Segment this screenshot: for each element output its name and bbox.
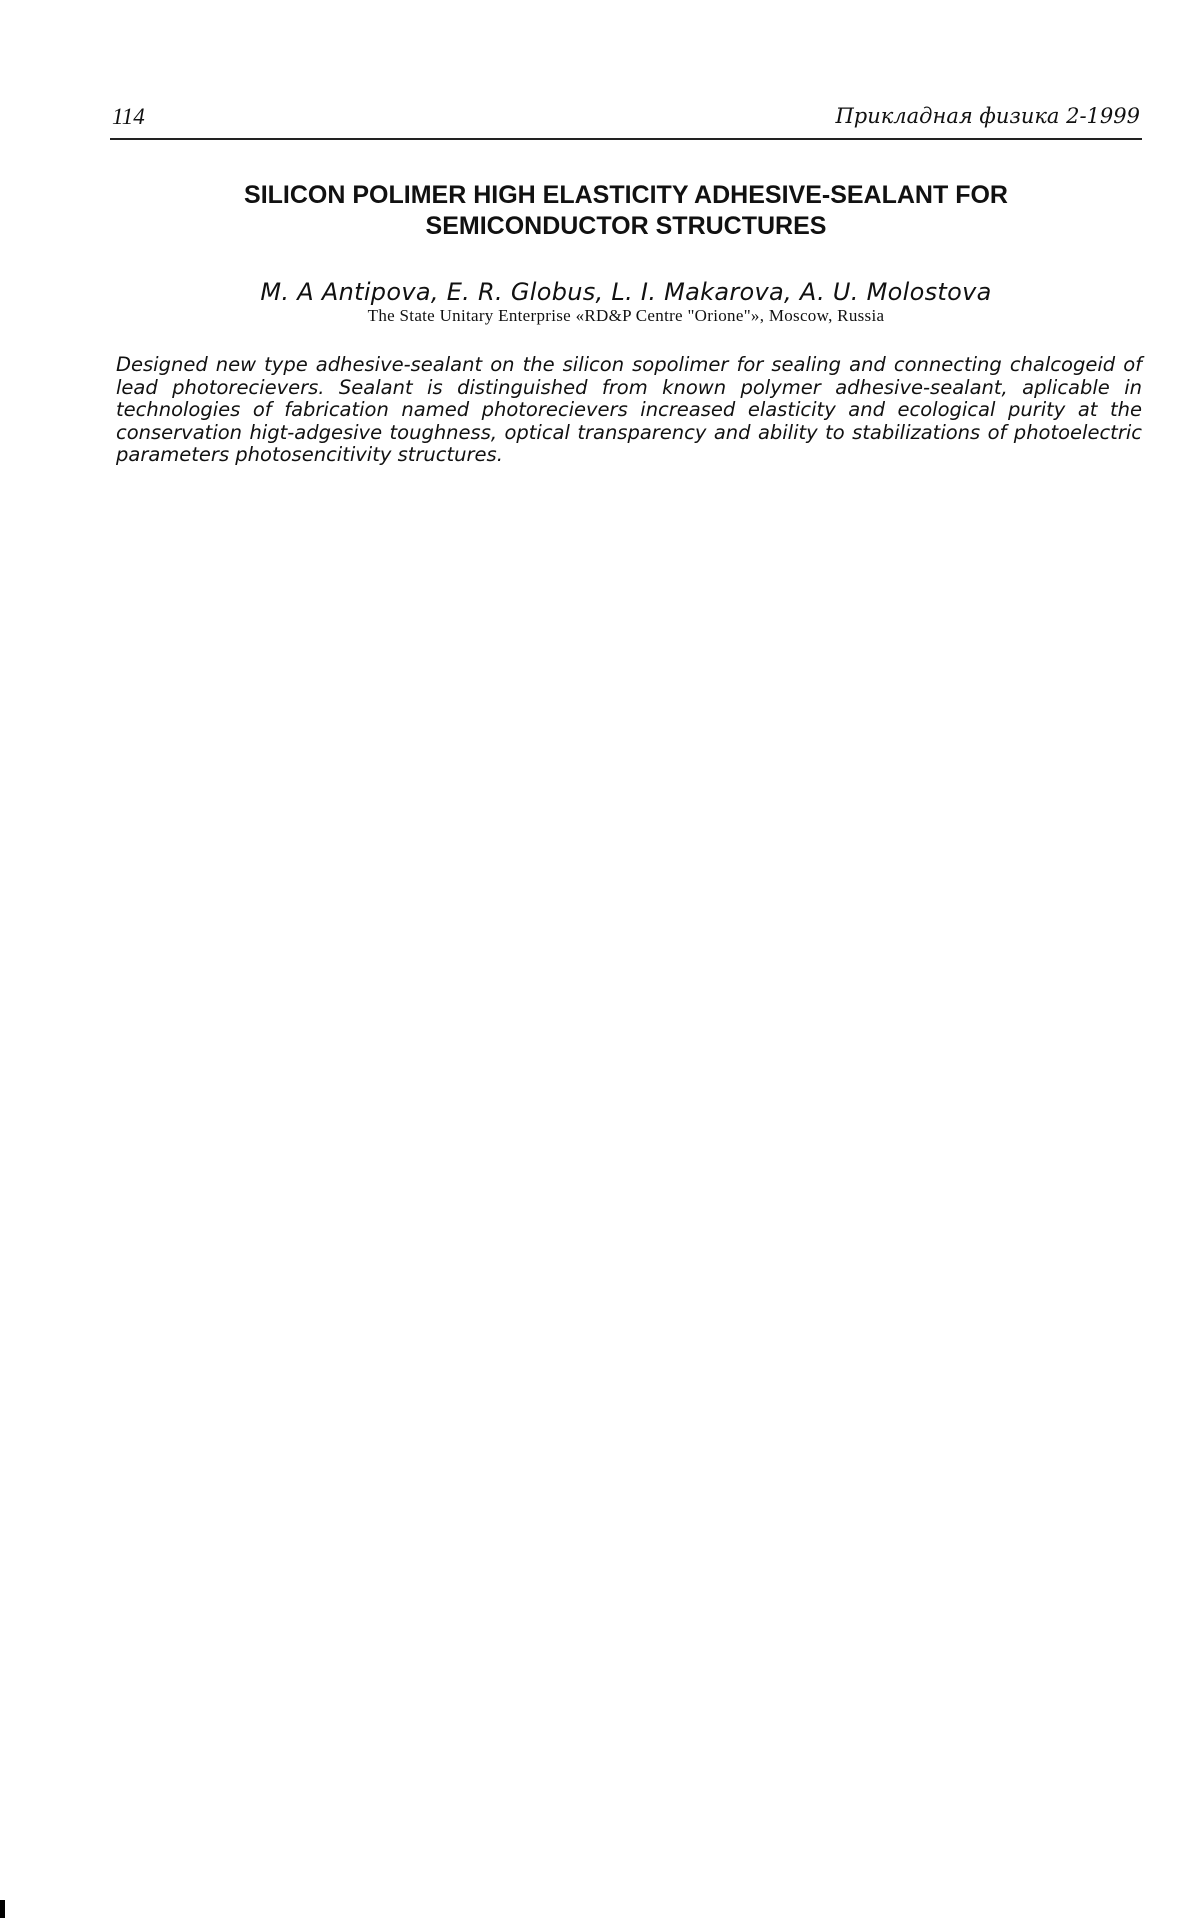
abstract: Designed new type adhesive-sealant on the silicon sopolimer for sealing and connecting chalcogeid of lead photorecievers. Sealant is distinguished from known polymer adhesive-sealant, aplicable in technologies of fabrication named photorecievers increased elasticity and ecological purity at the conservation higt-adgesive toughness, optical transparency and ability to stabilizations of photoelectric parameters photosencitivity structures.: [116, 353, 1142, 466]
page-number: 114: [112, 104, 145, 129]
journal-title: Прикладная физика 2-1999: [835, 104, 1140, 128]
scan-edge-mark: [0, 1900, 5, 1918]
header-rule: [110, 138, 1142, 140]
title-line-2: SEMICONDUCTOR STRUCTURES: [425, 212, 827, 240]
title-line-1: SILICON POLIMER HIGH ELASTICITY ADHESIVE-SEALANT FOR: [244, 181, 1008, 209]
affiliation: The State Unitary Enterprise «RD&P Centre "Orione"», Moscow, Russia: [367, 306, 885, 325]
authors: M. A Antipova, E. R. Globus, L. I. Makarova, A. U. Molostova: [260, 278, 992, 306]
article-title: [110, 180, 1142, 242]
